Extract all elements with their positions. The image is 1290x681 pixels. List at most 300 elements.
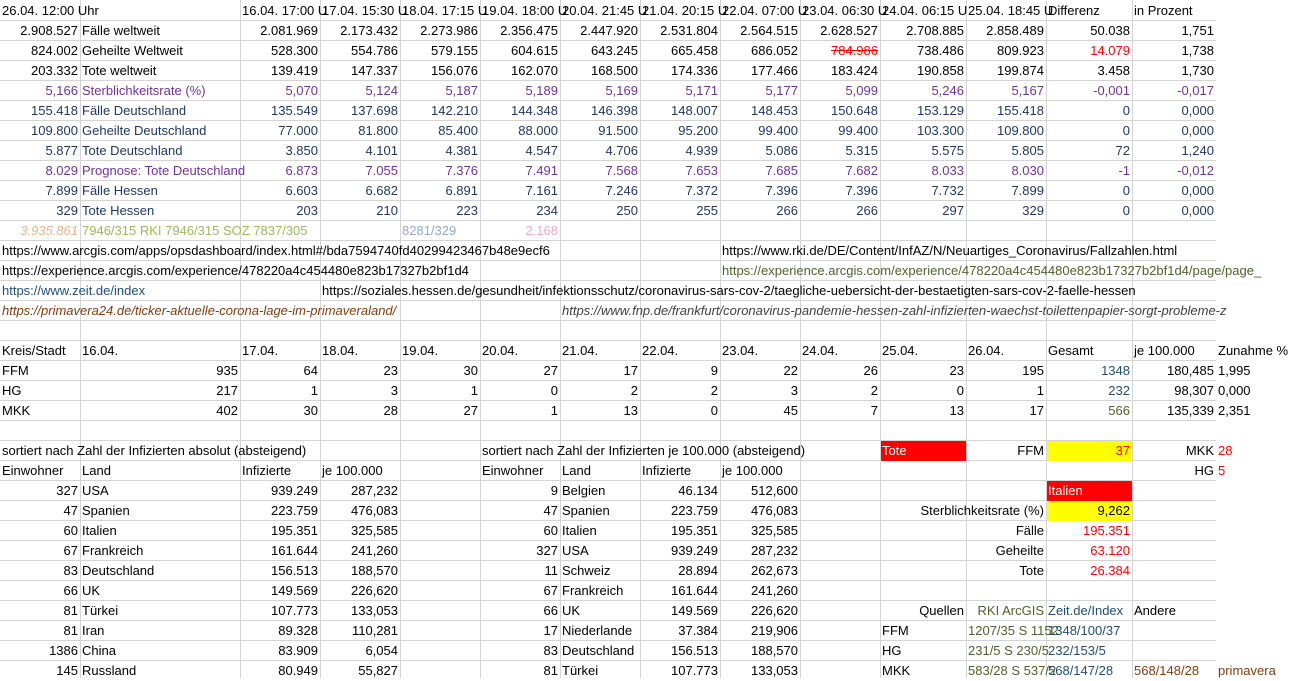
country-rel-cell: Spanien — [562, 503, 610, 518]
stat-label: Fälle weltweit — [82, 23, 161, 38]
stat-diff: 0 — [1122, 103, 1130, 118]
kreis-cell: 0 — [710, 403, 718, 418]
kreis-header-cell: je 100.000 — [1134, 343, 1195, 358]
country-rel-cell: UK — [562, 603, 581, 618]
kreis-cell: 2 — [630, 383, 638, 398]
kreis-header-cell: 19.04. — [402, 343, 439, 358]
stat-value: 329 — [1022, 203, 1044, 218]
stat-value: 153.129 — [917, 103, 964, 118]
link-experience[interactable]: https://experience.arcgis.com/experience/478220a4c454480e823b17327b2bf1d4 — [2, 263, 469, 278]
quellen-row-name: HG — [882, 643, 902, 658]
kreis-cell: 30 — [463, 363, 478, 378]
country-rel-cell: Deutschland — [562, 643, 635, 658]
country-rel-cell: Frankreich — [562, 583, 624, 598]
country-rel-cell: Belgien — [562, 483, 606, 498]
header-timestamp-cell: 18.04. 17:15 U — [402, 3, 488, 18]
stat-value: 6.873 — [285, 163, 318, 178]
stat-value: 91.500 — [598, 123, 638, 138]
stat-pct: 0,000 — [1181, 103, 1214, 118]
stat-value: 7.899 — [1011, 183, 1044, 198]
stat-value: 2.531.804 — [660, 23, 718, 38]
header-timestamp-cell: 19.04. 18:00 U — [482, 3, 568, 18]
country-abs-cell: 939.249 — [271, 483, 318, 498]
stat-pct: -0,017 — [1177, 83, 1214, 98]
stat-value: 4.381 — [445, 143, 478, 158]
header-timestamp-cell: 21.04. 20:15 U — [642, 3, 728, 18]
stat-value: 146.398 — [591, 103, 638, 118]
country-rel-cell: USA — [562, 543, 589, 558]
stat-value: 255 — [696, 203, 718, 218]
kreis-header-cell: Zunahme % — [1218, 343, 1289, 358]
quellen-label: Quellen — [919, 603, 964, 618]
header-timestamp-cell: 20.04. 21:45 U — [562, 3, 648, 18]
note-green: 7946/315 RKI 7946/315 SOZ 7837/305 — [82, 223, 308, 238]
stat-value: 77.000 — [278, 123, 318, 138]
country-abs-cell: 188,570 — [351, 563, 398, 578]
stat-value: 7.246 — [605, 183, 638, 198]
stat-value: 7.568 — [605, 163, 638, 178]
stat-label: Tote Hessen — [82, 203, 155, 218]
stat-value: 142.210 — [431, 103, 478, 118]
stat-value: 234 — [536, 203, 558, 218]
stat-current-value: 5.877 — [45, 143, 78, 158]
country-abs-cell: Italien — [82, 523, 117, 538]
country-abs-cell: 55,827 — [358, 663, 398, 678]
stat-value: 203 — [296, 203, 318, 218]
link-hessen[interactable]: https://soziales.hessen.de/gesundheit/infektionsschutz/coronavirus-sars-cov-2/taegliche-uebersicht-der-bestaetigten-sars-cov-2-faelle-hessen — [322, 283, 1136, 298]
country-abs-cell: 327 — [56, 483, 78, 498]
stat-value: 137.698 — [351, 103, 398, 118]
stat-value: 4.939 — [685, 143, 718, 158]
country-rel-cell: 9 — [550, 483, 558, 498]
header-timestamp-cell: 25.04. 18:45 U — [968, 3, 1054, 18]
kreis-cell: 1 — [310, 383, 318, 398]
stat-value: 85.400 — [438, 123, 478, 138]
stat-value: 7.682 — [845, 163, 878, 178]
stat-value: 174.336 — [671, 63, 718, 78]
quellen-rki-value: 583/28 S 537/2 — [968, 663, 1057, 678]
stat-pct: 1,730 — [1181, 63, 1214, 78]
kreis-cell: 27 — [543, 363, 558, 378]
country-abs-cell: 47 — [63, 503, 78, 518]
stat-diff: 14.079 — [1090, 43, 1130, 58]
kreis-cell: 935 — [216, 363, 238, 378]
quellen-col-rki: RKI ArcGIS — [977, 603, 1044, 618]
stat-current-value: 155.418 — [31, 103, 78, 118]
country-rel-cell: 262,673 — [751, 563, 798, 578]
quellen-row-name: MKK — [882, 663, 911, 678]
kreis-cell: 1 — [550, 403, 558, 418]
stat-value: 5,187 — [445, 83, 478, 98]
country-rel-cell: Niederlande — [562, 623, 633, 638]
country-rel-cell: 476,083 — [751, 503, 798, 518]
country-rel-cell: 46.134 — [678, 483, 718, 498]
stat-value: 2.273.986 — [420, 23, 478, 38]
stat-value: 6.891 — [445, 183, 478, 198]
stat-value: 7.161 — [525, 183, 558, 198]
country-header-cell: je 100.000 — [722, 463, 783, 478]
country-rel-cell: 161.644 — [671, 583, 718, 598]
note-blue: 8281/329 — [402, 223, 457, 238]
sort-title-abs: sortiert nach Zahl der Infizierten absolut (absteigend) — [2, 443, 307, 458]
quellen-zeit-value: 1348/100/37 — [1048, 623, 1121, 638]
country-abs-cell: 66 — [63, 583, 78, 598]
stat-value: 2.858.489 — [986, 23, 1044, 38]
stat-value: 7.376 — [445, 163, 478, 178]
stat-diff: -0,001 — [1093, 83, 1130, 98]
stat-diff: 72 — [1115, 143, 1130, 158]
country-abs-cell: Deutschland — [82, 563, 155, 578]
stat-current-value: 7.899 — [45, 183, 78, 198]
quellen-row-name: FFM — [882, 623, 909, 638]
kreis-header-cell: 17.04. — [242, 343, 279, 358]
country-abs-cell: Türkei — [82, 603, 119, 618]
stat-value: 2.173.432 — [340, 23, 398, 38]
stat-value: 147.337 — [351, 63, 398, 78]
country-abs-cell: 110,281 — [351, 623, 398, 638]
header-date-cell: 26.04. 12:00 Uhr — [2, 3, 99, 18]
country-abs-cell: 83 — [63, 563, 78, 578]
tote-mkk-label: MKK — [1185, 443, 1214, 458]
kreis-header-cell: 21.04. — [562, 343, 599, 358]
stat-value: 144.348 — [511, 103, 558, 118]
kreis-cell: 26 — [863, 363, 878, 378]
stat-pct: 0,000 — [1181, 183, 1214, 198]
kreis-cell: 45 — [783, 403, 798, 418]
stat-value: 103.300 — [917, 123, 964, 138]
country-rel-cell: Schweiz — [562, 563, 611, 578]
stat-label: Prognose: Tote Deutschland — [82, 163, 246, 178]
link-zeit[interactable]: https://www.zeit.de/index — [2, 283, 146, 298]
country-header-cell: Einwohner — [482, 463, 544, 478]
kreis-header-cell: 20.04. — [482, 343, 519, 358]
quellen-zeit-value: 568/147/28 — [1048, 663, 1114, 678]
country-abs-cell: 145 — [56, 663, 78, 678]
sort-title-rel: sortiert nach Zahl der Infizierten je 100.000 (absteigend) — [482, 443, 806, 458]
stat-value: 5,171 — [685, 83, 718, 98]
country-abs-cell: China — [82, 643, 116, 658]
stat-value: 139.419 — [271, 63, 318, 78]
kreis-cell: 23 — [949, 363, 964, 378]
stat-value: 109.800 — [997, 123, 1044, 138]
country-abs-cell: 223.759 — [271, 503, 318, 518]
stat-value: 686.052 — [751, 43, 798, 58]
stat-value: 7.653 — [685, 163, 718, 178]
stat-value: 156.076 — [431, 63, 478, 78]
country-header-cell: Land — [82, 463, 111, 478]
stat-current-value: 109.800 — [31, 123, 78, 138]
kreis-header-cell: 24.04. — [802, 343, 839, 358]
country-abs-cell: 81 — [63, 623, 78, 638]
stat-value: 162.070 — [511, 63, 558, 78]
italien-geheilte-label: Geheilte — [995, 543, 1044, 558]
link-rki[interactable]: https://www.rki.de/DE/Content/InfAZ/N/Neuartiges_Coronavirus/Fallzahlen.html — [722, 243, 1178, 258]
stat-value: 150.648 — [831, 103, 878, 118]
stat-value: 5,177 — [765, 83, 798, 98]
stat-value: 2.628.527 — [820, 23, 878, 38]
kreis-header-cell: 22.04. — [642, 343, 679, 358]
stat-value: 5,167 — [1011, 83, 1044, 98]
country-header-cell: Land — [562, 463, 591, 478]
kreis-header-cell: 23.04. — [722, 343, 759, 358]
kreis-cell: 30 — [303, 403, 318, 418]
stat-value: 604.615 — [511, 43, 558, 58]
stat-value: 665.458 — [671, 43, 718, 58]
kreis-cell: 27 — [463, 403, 478, 418]
country-abs-cell: 325,585 — [351, 523, 398, 538]
stat-value: 297 — [942, 203, 964, 218]
stat-value: 7.491 — [525, 163, 558, 178]
stat-label: Geheilte Deutschland — [82, 123, 207, 138]
stat-value: 784.986 — [831, 43, 878, 58]
stat-value: 5,099 — [845, 83, 878, 98]
country-rel-cell: 325,585 — [751, 523, 798, 538]
header-timestamp-cell: 17.04. 15:30 U — [322, 3, 408, 18]
stat-value: 148.453 — [751, 103, 798, 118]
stat-value: 5.575 — [931, 143, 964, 158]
stat-value: 2.564.515 — [740, 23, 798, 38]
stat-value: 7.732 — [931, 183, 964, 198]
country-rel-cell: 37.384 — [678, 623, 718, 638]
stat-value: 199.874 — [997, 63, 1044, 78]
kreis-cell: 98,307 — [1174, 383, 1214, 398]
stat-value: 183.424 — [831, 63, 878, 78]
kreis-cell: 13 — [949, 403, 964, 418]
country-abs-cell: 6,054 — [365, 643, 398, 658]
stat-pct: 0,000 — [1181, 203, 1214, 218]
stat-value: 6.682 — [365, 183, 398, 198]
stat-value: 5,124 — [365, 83, 398, 98]
stat-label: Tote weltweit — [82, 63, 157, 78]
italien-faelle: 195.351 — [1083, 523, 1130, 538]
stat-value: 7.055 — [365, 163, 398, 178]
country-header-cell: Infizierte — [242, 463, 292, 478]
country-abs-cell: 81 — [63, 603, 78, 618]
country-rel-cell: 327 — [536, 543, 558, 558]
quellen-rki-value: 231/5 S 230/5 — [968, 643, 1049, 658]
header-timestamp-cell: 22.04. 07:00 U — [722, 3, 808, 18]
country-rel-cell: 241,260 — [751, 583, 798, 598]
stat-current-value: 203.332 — [31, 63, 78, 78]
country-abs-cell: 476,083 — [351, 503, 398, 518]
stat-value: 4.547 — [525, 143, 558, 158]
kreis-header-cell: Gesamt — [1048, 343, 1094, 358]
tote-ffm-label: FFM — [1017, 443, 1044, 458]
stat-value: 6.603 — [285, 183, 318, 198]
stat-diff: 0 — [1122, 183, 1130, 198]
country-rel-cell: 149.569 — [671, 603, 718, 618]
stat-value: 266 — [856, 203, 878, 218]
stat-value: 266 — [776, 203, 798, 218]
header-timestamp-cell: 23.04. 06:30 U — [802, 3, 888, 18]
kreis-cell: 2 — [870, 383, 878, 398]
stat-value: 5,189 — [525, 83, 558, 98]
kreis-cell: 180,485 — [1167, 363, 1214, 378]
link-experience-page[interactable]: https://experience.arcgis.com/experience/478220a4c454480e823b17327b2bf1d4/page/page_ — [722, 263, 1262, 278]
quellen-zeit-value: 232/153/5 — [1048, 643, 1106, 658]
kreis-cell: 1,995 — [1218, 363, 1251, 378]
stat-value: 95.200 — [678, 123, 718, 138]
header-pct-cell: in Prozent — [1134, 3, 1193, 18]
link-arcgis[interactable]: https://www.arcgis.com/apps/opsdashboard/index.html#/bda7594740fd40299423467b48e9ecf6 — [2, 243, 550, 258]
country-abs-cell: 287,232 — [351, 483, 398, 498]
italien-rate: 9,262 — [1097, 503, 1130, 518]
stat-value: 250 — [616, 203, 638, 218]
tote-hg-label: HG — [1194, 463, 1214, 478]
country-abs-cell: 107.773 — [271, 603, 318, 618]
kreis-cell: 217 — [216, 383, 238, 398]
stat-value: 738.486 — [917, 43, 964, 58]
stat-value: 2.081.969 — [260, 23, 318, 38]
quellen-col-andere: Andere — [1134, 603, 1176, 618]
stat-value: 4.706 — [605, 143, 638, 158]
stat-value: 135.549 — [271, 103, 318, 118]
kreis-cell: 64 — [303, 363, 318, 378]
country-abs-cell: USA — [82, 483, 109, 498]
italien-faelle-label: Fälle — [1015, 523, 1044, 538]
kreis-cell: 17 — [623, 363, 638, 378]
stat-value: 177.466 — [751, 63, 798, 78]
stat-value: 148.007 — [671, 103, 718, 118]
country-rel-cell: 512,600 — [751, 483, 798, 498]
stat-value: 155.418 — [997, 103, 1044, 118]
stat-value: 2.356.475 — [500, 23, 558, 38]
country-rel-cell: 17 — [543, 623, 558, 638]
country-rel-cell: 219,906 — [751, 623, 798, 638]
country-abs-cell: 161.644 — [271, 543, 318, 558]
stat-diff: 50.038 — [1090, 23, 1130, 38]
kreis-cell: MKK — [2, 403, 31, 418]
stat-label: Fälle Hessen — [82, 183, 158, 198]
country-abs-cell: Russland — [82, 663, 137, 678]
quellen-col-zeit: Zeit.de/Index — [1048, 603, 1124, 618]
stat-value: 579.155 — [431, 43, 478, 58]
stat-value: 7.372 — [685, 183, 718, 198]
stat-current-value: 329 — [56, 203, 78, 218]
tote-label: Tote — [882, 443, 907, 458]
country-rel-cell: 66 — [543, 603, 558, 618]
kreis-cell: 13 — [623, 403, 638, 418]
stat-value: 3.850 — [285, 143, 318, 158]
kreis-cell: 28 — [383, 403, 398, 418]
kreis-cell: 135,339 — [1167, 403, 1214, 418]
kreis-header-cell: Kreis/Stadt — [2, 343, 66, 358]
country-abs-cell: 149.569 — [271, 583, 318, 598]
stat-value: 8.030 — [1011, 163, 1044, 178]
stat-value: 2.708.885 — [906, 23, 964, 38]
kreis-cell: 195 — [1022, 363, 1044, 378]
country-abs-cell: Spanien — [82, 503, 130, 518]
stat-value: 528.300 — [271, 43, 318, 58]
stat-current-value: 2.908.527 — [20, 23, 78, 38]
italien-rate-label: Sterblichkeitsrate (%) — [920, 503, 1044, 518]
stat-current-value: 824.002 — [31, 43, 78, 58]
stat-value: 5,246 — [931, 83, 964, 98]
country-abs-cell: 195.351 — [271, 523, 318, 538]
country-abs-cell: 133,053 — [351, 603, 398, 618]
stat-value: 2.447.920 — [580, 23, 638, 38]
note-pink: 2.168 — [525, 223, 558, 238]
country-rel-cell: 195.351 — [671, 523, 718, 538]
country-rel-cell: 47 — [543, 503, 558, 518]
italien-title: Italien — [1048, 483, 1083, 498]
kreis-cell: 566 — [1108, 403, 1130, 418]
country-rel-cell: Italien — [562, 523, 597, 538]
link-primavera[interactable]: https://primavera24.de/ticker-aktuelle-corona-lage-im-primaveraland/ — [2, 303, 397, 318]
kreis-cell: 23 — [383, 363, 398, 378]
country-header-cell: Infizierte — [642, 463, 692, 478]
country-abs-cell: Iran — [82, 623, 105, 638]
stat-current-value: 5,166 — [45, 83, 78, 98]
stat-value: 643.245 — [591, 43, 638, 58]
quellen-rki-value: 1207/35 S 1152 — [968, 623, 1059, 638]
country-abs-cell: 89.328 — [278, 623, 318, 638]
kreis-cell: HG — [2, 383, 22, 398]
country-rel-cell: 939.249 — [671, 543, 718, 558]
stat-diff: 0 — [1122, 123, 1130, 138]
stat-value: 4.101 — [365, 143, 398, 158]
stat-label: Geheilte Weltweit — [82, 43, 183, 58]
kreis-cell: 7 — [870, 403, 878, 418]
kreis-cell: 1348 — [1101, 363, 1130, 378]
kreis-header-cell: 16.04. — [82, 343, 119, 358]
country-rel-cell: Türkei — [562, 663, 599, 678]
stat-value: 190.858 — [917, 63, 964, 78]
stat-value: 7.685 — [765, 163, 798, 178]
stat-value: 7.396 — [845, 183, 878, 198]
tote-ffm-value: 37 — [1115, 443, 1130, 458]
quellen-andere-value: 568/148/28 — [1134, 663, 1200, 678]
country-rel-cell: 60 — [543, 523, 558, 538]
italien-tote-label: Tote — [1019, 563, 1044, 578]
country-header-cell: Einwohner — [2, 463, 64, 478]
kreis-cell: 0,000 — [1218, 383, 1251, 398]
stat-value: 5.315 — [845, 143, 878, 158]
kreis-cell: FFM — [2, 363, 29, 378]
stat-value: 809.923 — [997, 43, 1044, 58]
quellen-extra: primavera — [1218, 663, 1276, 678]
stat-label: Sterblichkeitsrate (%) — [82, 83, 206, 98]
stat-diff: 3.458 — [1097, 63, 1130, 78]
country-rel-cell: 28.894 — [678, 563, 718, 578]
note-orange: 3.935.861 — [20, 223, 78, 238]
kreis-cell: 1 — [470, 383, 478, 398]
kreis-cell: 0 — [956, 383, 964, 398]
kreis-cell: 232 — [1108, 383, 1130, 398]
stat-value: 554.786 — [351, 43, 398, 58]
italien-geheilte: 63.120 — [1090, 543, 1130, 558]
stat-value: 99.400 — [758, 123, 798, 138]
stat-value: 99.400 — [838, 123, 878, 138]
header-timestamp-cell: 24.04. 06:15 U — [882, 3, 968, 18]
country-abs-cell: 226,620 — [351, 583, 398, 598]
kreis-header-cell: 18.04. — [322, 343, 359, 358]
country-abs-cell: 83.909 — [278, 643, 318, 658]
country-rel-cell: 107.773 — [671, 663, 718, 678]
header-diff-cell: Differenz — [1048, 3, 1100, 18]
country-abs-cell: 80.949 — [278, 663, 318, 678]
kreis-cell: 402 — [216, 403, 238, 418]
country-rel-cell: 287,232 — [751, 543, 798, 558]
tote-hg-value: 5 — [1218, 463, 1226, 478]
stat-value: 5.805 — [1011, 143, 1044, 158]
country-rel-cell: 188,570 — [751, 643, 798, 658]
stat-value: 5.086 — [765, 143, 798, 158]
link-fnp[interactable]: https://www.fnp.de/frankfurt/coronavirus-pandemie-hessen-zahl-infizierten-waechst-toilettenpapier-sorgt-probleme-z — [562, 303, 1227, 318]
country-abs-cell: Frankreich — [82, 543, 144, 558]
stat-diff: 0 — [1122, 203, 1130, 218]
kreis-cell: 17 — [1029, 403, 1044, 418]
